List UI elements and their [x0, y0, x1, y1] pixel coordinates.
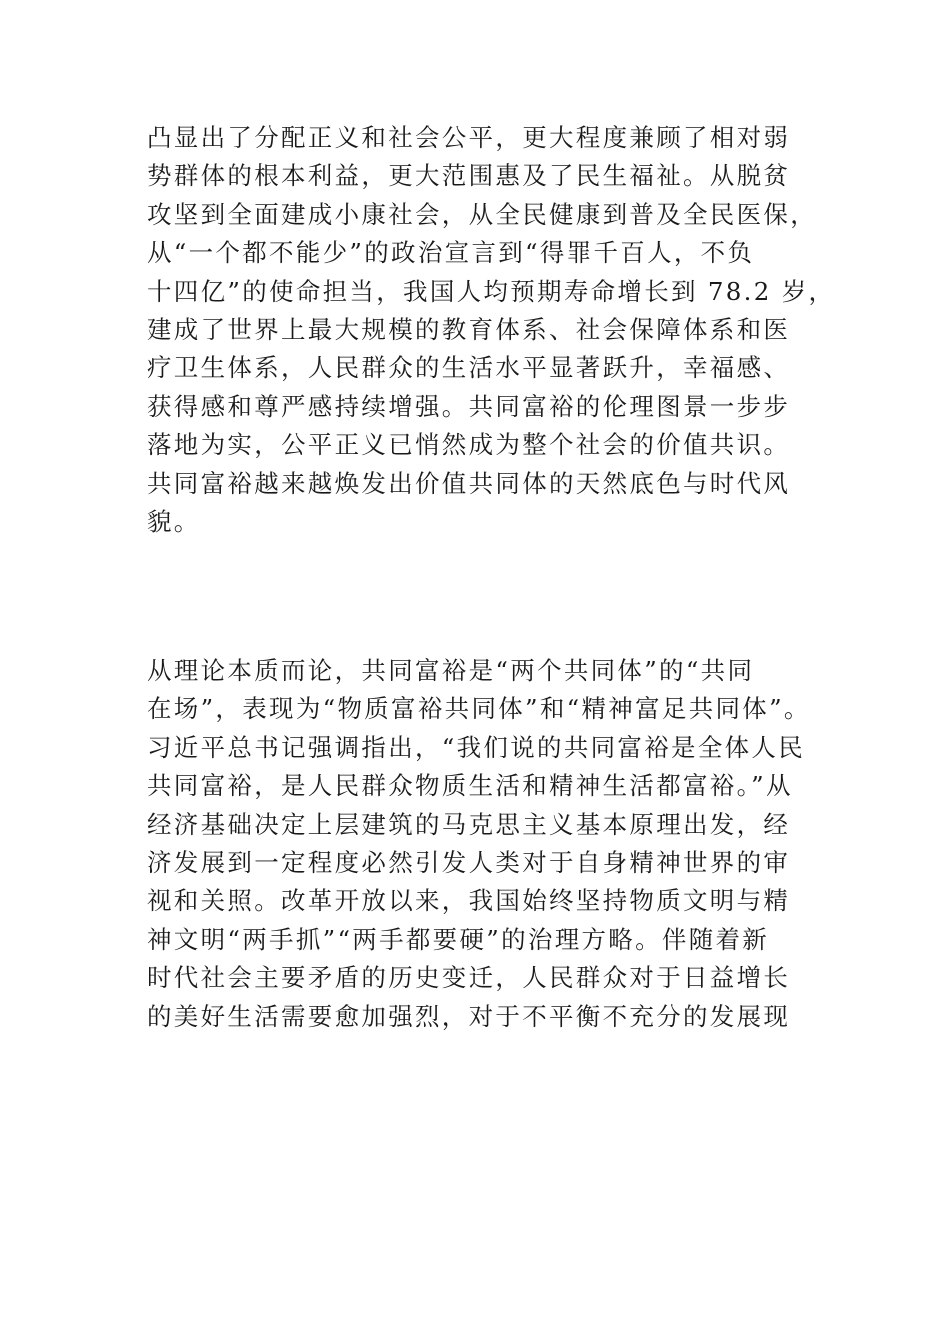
- text-line: 在场”，表现为“物质富裕共同体”和“精神富足共同体”。: [147, 694, 811, 724]
- text-line: 共同富裕越来越焕发出价值共同体的天然底色与时代风: [147, 468, 791, 498]
- text-line: 疗卫生体系，人民群众的生活水平显著跃升，幸福感、: [147, 353, 791, 383]
- text-line: 凸显出了分配正义和社会公平，更大程度兼顾了相对弱: [147, 123, 791, 152]
- text-line: 的美好生活需要愈加强烈，对于不平衡不充分的发展现: [147, 1001, 791, 1031]
- text-line: 共同富裕，是人民群众物质生活和精神生活都富裕。”从: [147, 771, 793, 801]
- text-line: 十四亿”的使命担当，我国人均预期寿命增长到 78.2 岁，: [147, 276, 836, 306]
- text-line: 攻坚到全面建成小康社会，从全民健康到普及全民医保，: [147, 199, 817, 229]
- text-line: 从“一个都不能少”的政治宣言到“得罪千百人，不负: [147, 238, 755, 268]
- text-line: 建成了世界上最大规模的教育体系、社会保障体系和医: [147, 314, 791, 344]
- text-line: 济发展到一定程度必然引发人类对于自身精神世界的审: [147, 847, 791, 877]
- paragraph: [147, 652, 811, 1036]
- text-line: 时代社会主要矛盾的历史变迁，人民群众对于日益增长: [147, 963, 791, 993]
- text-line: 貌。: [147, 506, 201, 536]
- text-line: 经济基础决定上层建筑的马克思主义基本原理出发，经: [147, 809, 791, 839]
- text-line: 神文明“两手抓”“两手都要硬”的治理方略。伴随着新: [147, 924, 770, 954]
- text-line: 习近平总书记强调指出，“我们说的共同富裕是全体人民: [147, 732, 806, 762]
- text-line: 视和关照。改革开放以来，我国始终坚持物质文明与精: [147, 886, 791, 916]
- text-line: 落地为实，公平正义已悄然成为整个社会的价值共识。: [147, 430, 791, 460]
- text-line: 从理论本质而论，共同富裕是“两个共同体”的“共同: [147, 656, 755, 685]
- text-line: 势群体的根本利益，更大范围惠及了民生福祉。从脱贫: [147, 161, 791, 191]
- text-line: 获得感和尊严感持续增强。共同富裕的伦理图景一步步: [147, 391, 791, 421]
- paragraph: [147, 119, 836, 541]
